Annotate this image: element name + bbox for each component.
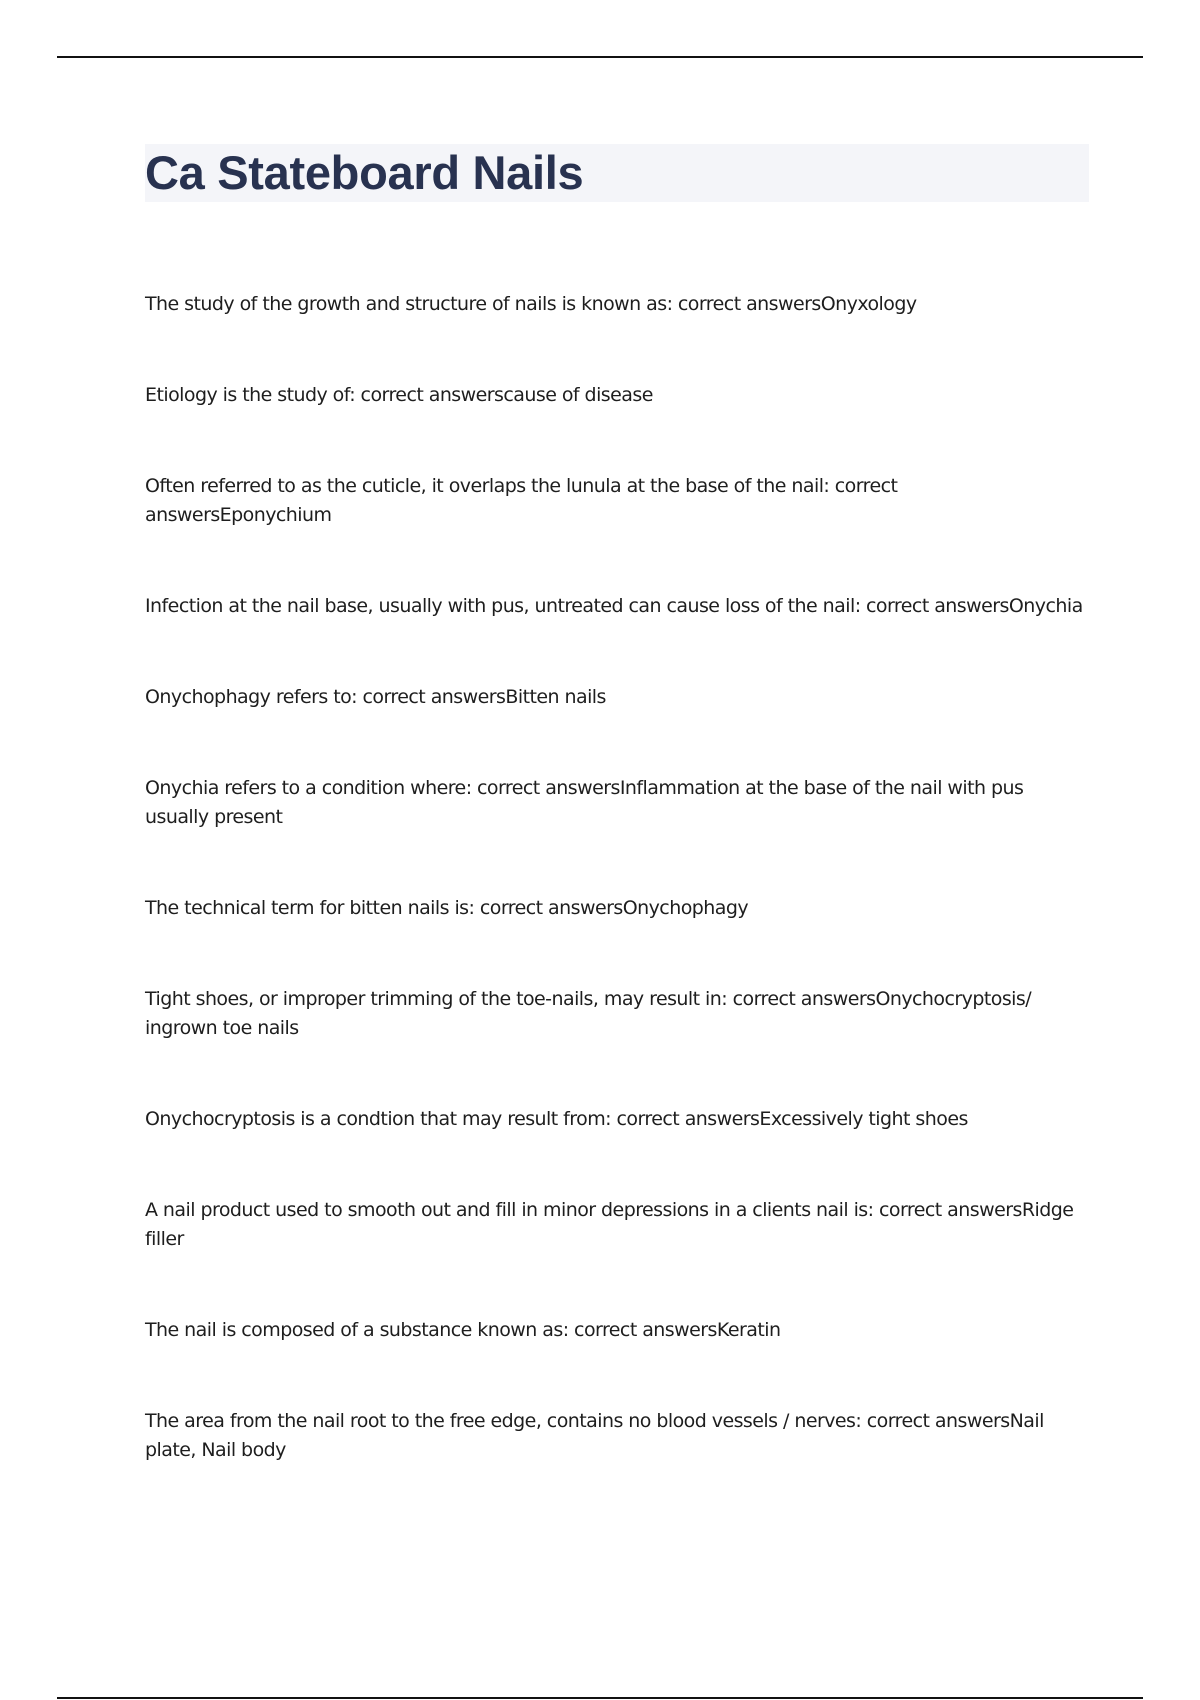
qa-item: A nail product used to smooth out and fill in minor depressions in a clients nail is: correct answersRidge filler	[145, 1199, 1074, 1250]
qa-item: Etiology is the study of: correct answerscause of disease	[145, 384, 653, 406]
qa-item: The nail is composed of a substance known as: correct answersKeratin	[145, 1319, 781, 1341]
qa-item: Onychocryptosis is a condtion that may result from: correct answersExcessively tight shoes	[145, 1108, 968, 1130]
qa-item: The technical term for bitten nails is: correct answersOnychophagy	[145, 897, 749, 919]
qa-list	[145, 290, 1089, 1527]
top-rule	[57, 56, 1143, 58]
qa-item: Onychia refers to a condition where: correct answersInflammation at the base of the nail with pus usually present	[145, 777, 1024, 828]
page-title: Ca Stateboard Nails	[145, 146, 584, 199]
qa-item: Infection at the nail base, usually with pus, untreated can cause loss of the nail: correct answersOnychia	[145, 595, 1083, 617]
qa-item: The area from the nail root to the free edge, contains no blood vessels / nerves: correct answersNail plate, Nail body	[145, 1410, 1044, 1461]
qa-item: Tight shoes, or improper trimming of the toe-nails, may result in: correct answersOnychocryptosis/ ingrown toe nails	[145, 988, 1032, 1039]
qa-item: Onychophagy refers to: correct answersBitten nails	[145, 686, 606, 708]
bottom-rule	[57, 1697, 1143, 1699]
title-band	[145, 144, 1089, 202]
document-page	[145, 144, 1089, 1461]
qa-item: Often referred to as the cuticle, it overlaps the lunula at the base of the nail: correct answersEponychium	[145, 475, 898, 526]
qa-item: The study of the growth and structure of nails is known as: correct answersOnyxology	[145, 293, 917, 315]
